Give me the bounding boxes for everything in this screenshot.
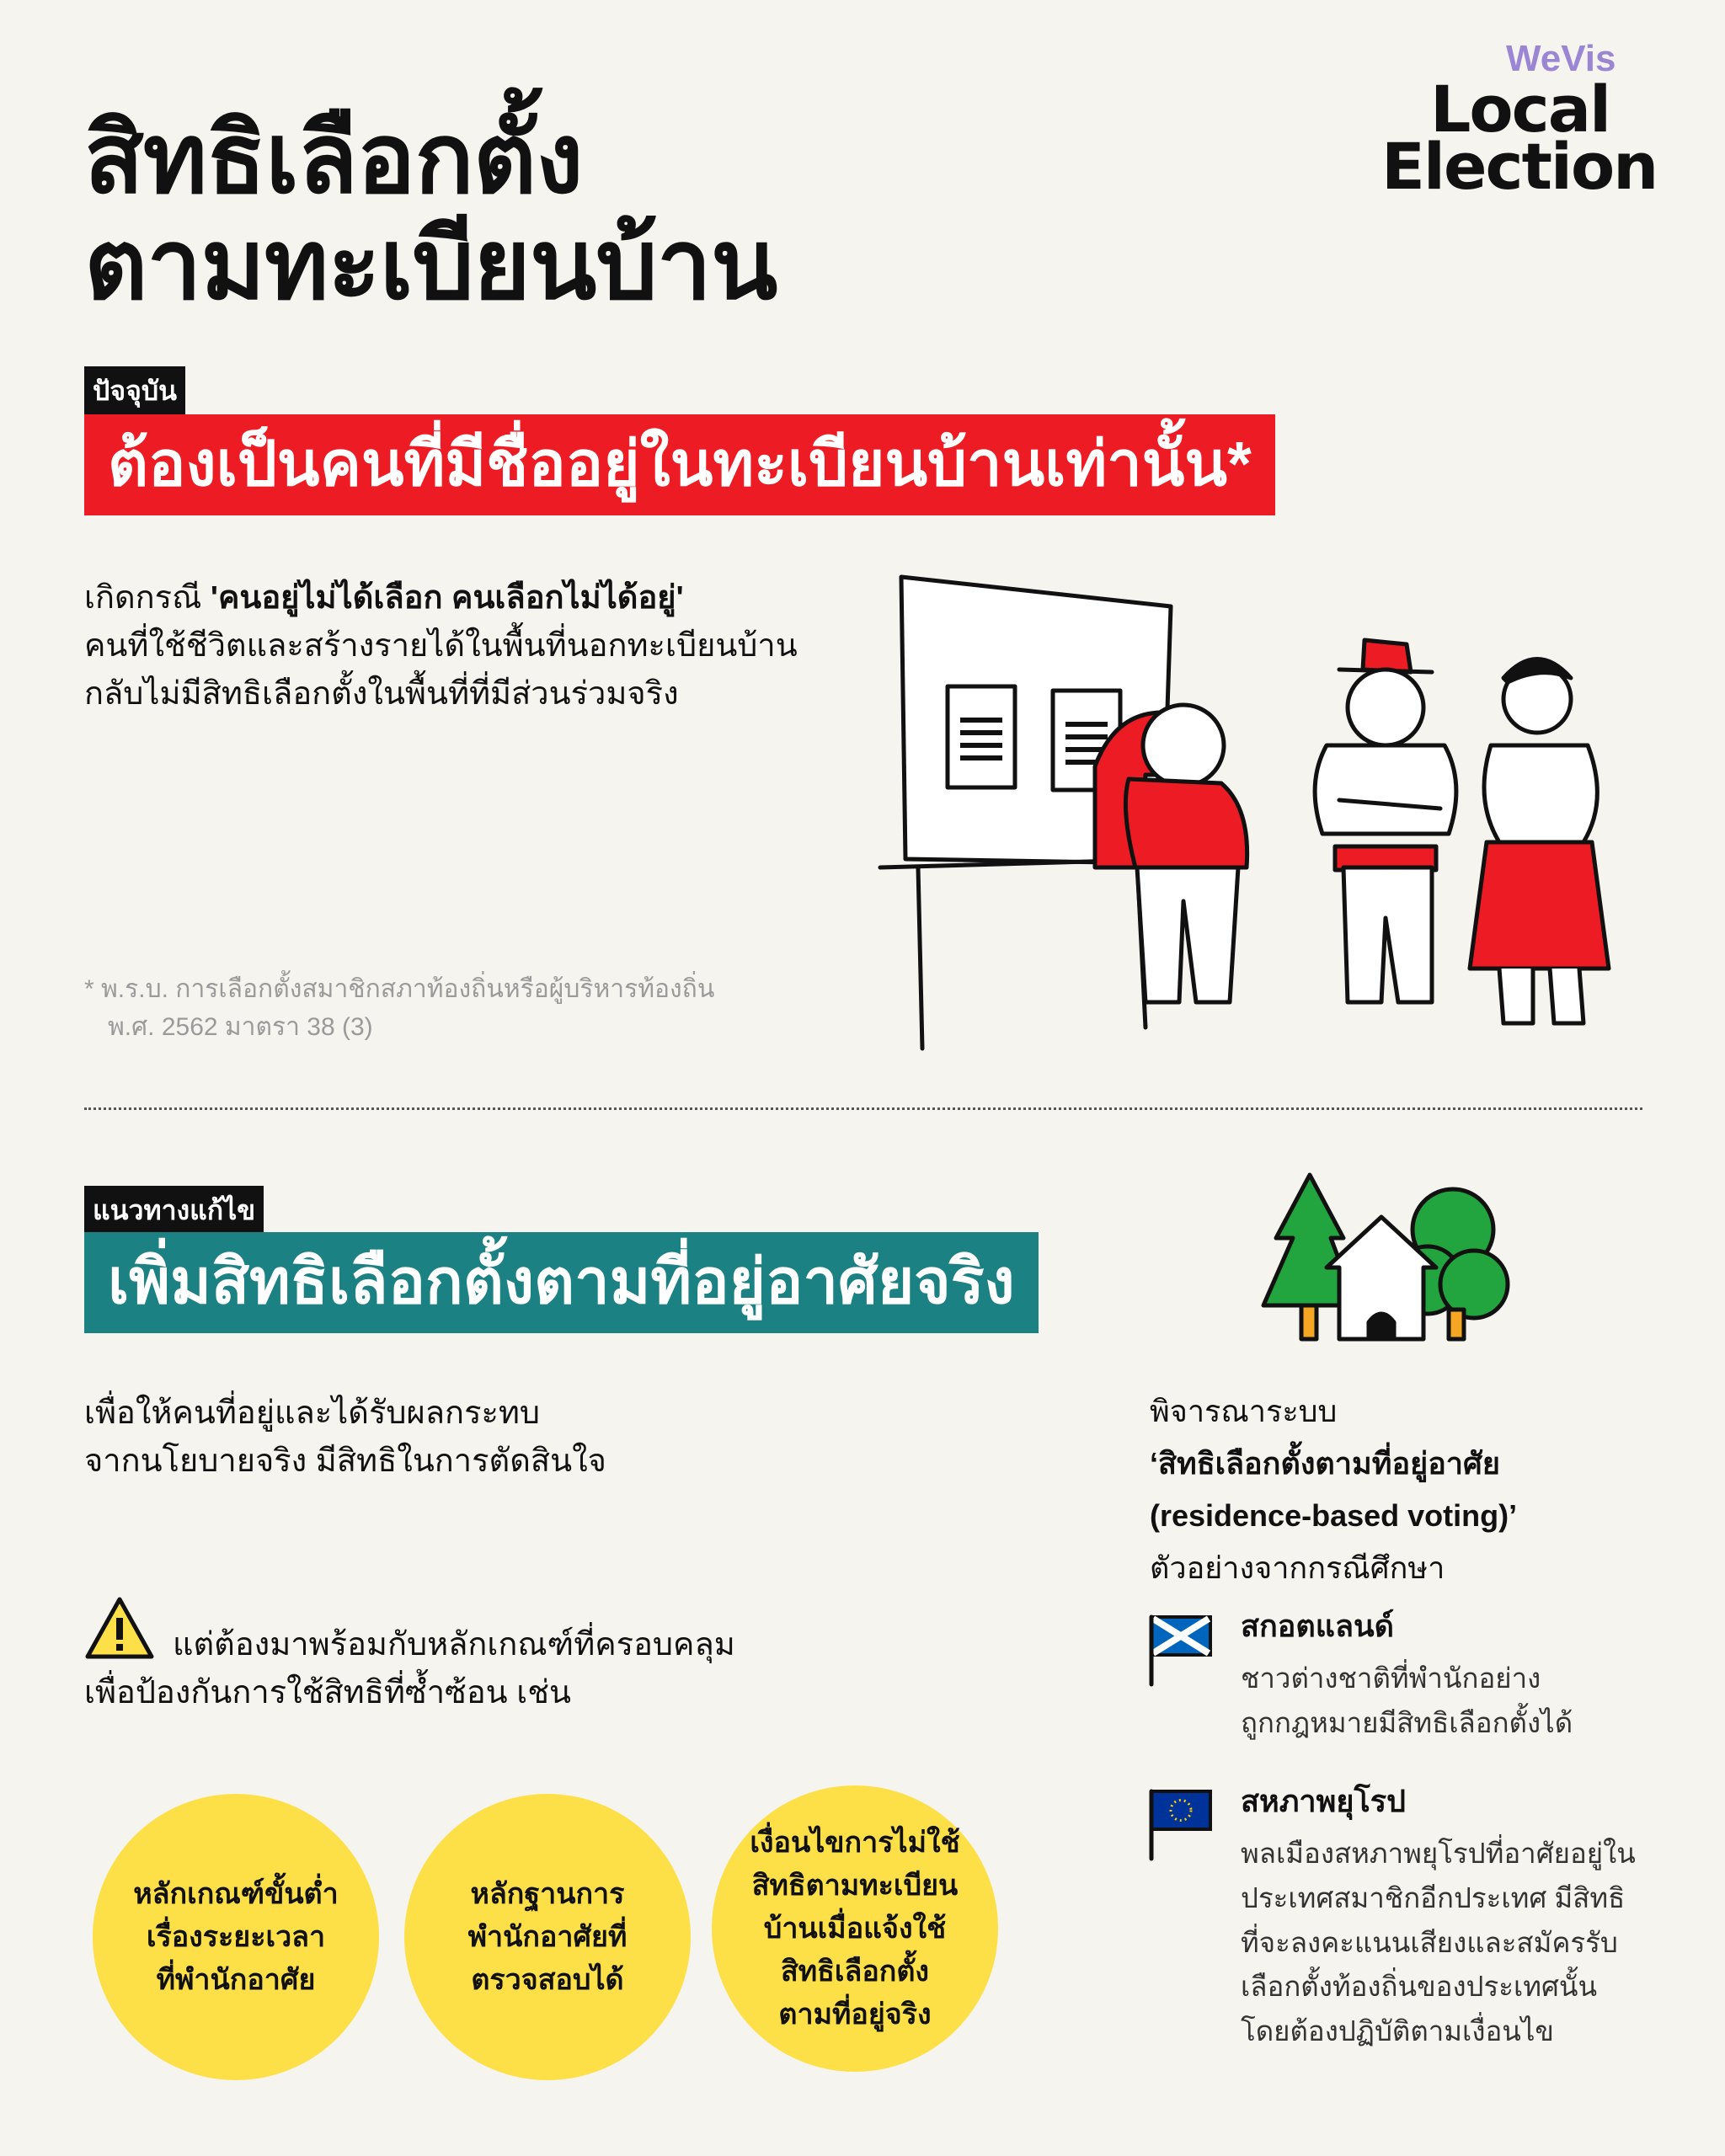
logo-line-2: Election	[1381, 129, 1658, 204]
footnote	[84, 970, 714, 1046]
tree-house-illustration	[1259, 1171, 1512, 1348]
wevis-local-election-logo	[1381, 38, 1685, 204]
sidebar-intro	[1150, 1385, 1517, 1594]
current-line-3: กลับไม่มีสิทธิเลือกตั้งในพื้นที่ที่มีส่วนร่วมจริง	[84, 676, 679, 712]
footnote-line-2: พ.ศ. 2562 มาตรา 38 (3)	[108, 1013, 373, 1041]
footnote-line-1: * พ.ร.บ. การเลือกตั้งสมาชิกสภาท้องถิ่นหรือผู้บริหารท้องถิ่น	[84, 975, 715, 1003]
section-divider	[84, 1107, 1642, 1110]
sidebar-bold-1: ‘สิทธิเลือกตั้งตามที่อยู่อาศัย	[1150, 1445, 1500, 1481]
scotland-flag-icon	[1147, 1613, 1215, 1689]
case-eu-text: พลเมืองสหภาพยุโรปที่อาศัยอยู่ใน ประเทศสมาชิกอีกประเทศ มีสิทธิ ที่จะลงคะแนนเสียงและสมัครรับ เลือกตั้งท้องถิ่นของประเทศนั้น โดยต้องปฏิบัติตามเงื่อนไข	[1241, 1838, 1636, 2047]
solution-line-1: เพื่อให้คนที่อยู่และได้รับผลกระทบ	[84, 1396, 541, 1431]
current-line-2: คนที่ใช้ชีวิตและสร้างรายได้ในพื้นที่นอกทะเบียนบ้าน	[84, 628, 798, 664]
warning-line-2: เพื่อป้องกันการใช้สิทธิที่ซ้ำซ้อน เช่น	[84, 1675, 571, 1710]
warning-line-1: แต่ต้องมาพร้อมกับหลักเกณฑ์ที่ครอบคลุม	[173, 1627, 735, 1662]
current-description	[84, 574, 876, 718]
current-tag: ปัจจุบัน	[84, 366, 185, 416]
current-intro: เกิดกรณี	[84, 580, 211, 616]
sidebar-line-1: พิจารณาระบบ	[1150, 1394, 1338, 1428]
case-scotland	[1241, 1602, 1573, 1746]
solution-tag: แนวทางแก้ไข	[84, 1186, 264, 1235]
warning-text	[84, 1621, 735, 1717]
current-banner: ต้องเป็นคนที่มีชื่ออยู่ในทะเบียนบ้านเท่านั้น*	[84, 414, 1275, 515]
case-scotland-text: ชาวต่างชาติที่พำนักอย่าง ถูกกฎหมายมีสิทธิเลือกตั้งได้	[1241, 1662, 1573, 1738]
criteria-circle-3: เงื่อนไขการไม่ใช้ สิทธิตามทะเบียน บ้านเมื่อแจ้งใช้ สิทธิเลือกตั้ง ตามที่อยู่จริง	[712, 1785, 998, 2072]
title-line-1: สิทธิเลือกตั้ง	[84, 104, 583, 213]
eu-flag-icon	[1147, 1787, 1215, 1863]
sidebar-line-4: ตัวอย่างจากกรณีศึกษา	[1150, 1550, 1445, 1585]
criteria-circle-2: หลักฐานการ พำนักอาศัยที่ ตรวจสอบได้	[404, 1794, 691, 2080]
solution-description	[84, 1390, 606, 1486]
logo-line-1: Local	[1430, 72, 1610, 147]
criteria-circle-1: หลักเกณฑ์ขั้นต่ำ เรื่องระยะเวลา ที่พำนักอาศัย	[93, 1794, 379, 2080]
solution-banner: เพิ่มสิทธิเลือกตั้งตามที่อยู่อาศัยจริง	[84, 1232, 1039, 1333]
board-people-illustration	[868, 564, 1642, 1061]
current-quote: 'คนอยู่ไม่ได้เลือก คนเลือกไม่ได้อยู่'	[210, 580, 684, 616]
case-eu	[1241, 1777, 1636, 2054]
title-line-2: ตามทะเบียนบ้าน	[84, 210, 777, 320]
page-title	[84, 105, 777, 318]
logo-brand: WeVis	[1506, 38, 1616, 79]
case-scotland-title: สกอตแลนด์	[1241, 1609, 1395, 1643]
solution-line-2: จากนโยบายจริง มีสิทธิในการตัดสินใจ	[84, 1444, 606, 1479]
case-eu-title: สหภาพยุโรป	[1241, 1784, 1406, 1818]
sidebar-bold-2: (residence-based voting)’	[1150, 1497, 1518, 1533]
